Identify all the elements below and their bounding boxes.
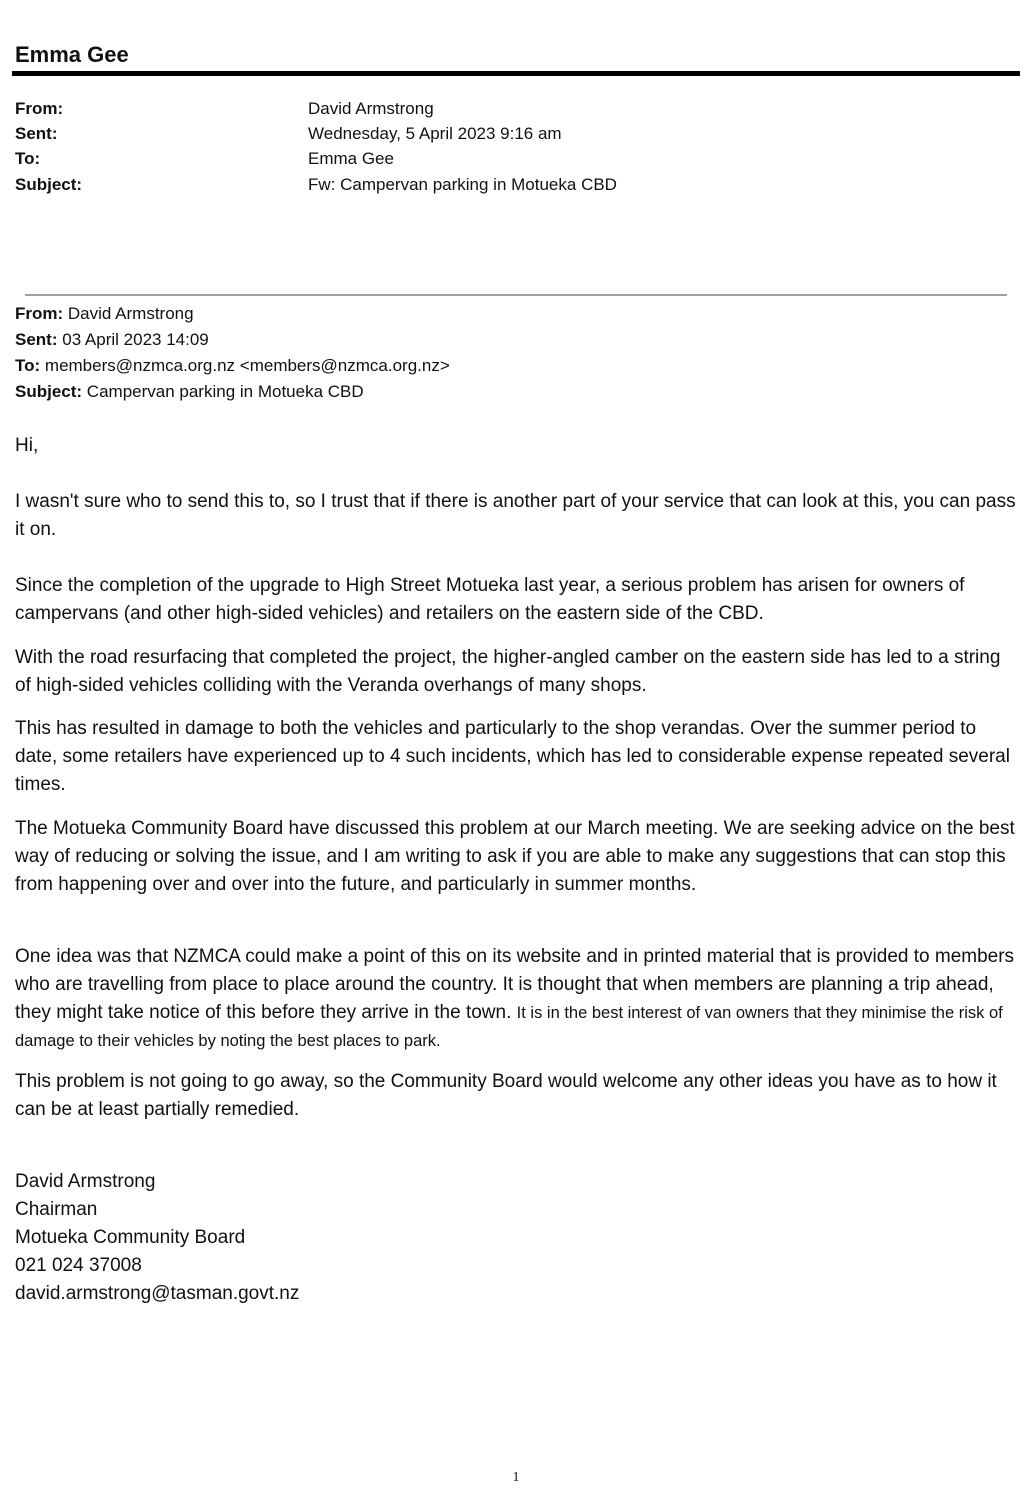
header-divider [12,71,1020,76]
from-label: From: [15,99,64,118]
forwarded-to-label: To: [15,356,41,375]
body-paragraph-5: The Motueka Community Board have discussed this problem at our March meeting. We are seeking advice on the best way of reducing or solving the issue, and I am writing to ask if you are able to make any suggestions that can stop this from happening over and over into the future, and particularly in summer months. [15,818,1015,895]
body-paragraph-3: With the road resurfacing that completed the project, the higher-angled camber on the eastern side has led to a string of high-sided vehicles colliding with the Veranda overhangs of many shops. [15,647,1001,696]
body-paragraph-6-small: It is in the best interest of van owners that they minimise the risk of damage to their vehicles by noting the best places to park. [15,1004,1003,1050]
forwarded-from-value: David Armstrong [67,304,194,323]
forwarded-sent-value: 03 April 2023 14:09 [62,330,209,349]
signature-email[interactable]: david.armstrong@tasman.govt.nz [15,1283,300,1304]
forwarded-from [15,304,194,324]
sent-value: Wednesday, 5 April 2023 9:16 am [308,124,562,143]
body-paragraph-4: This has resulted in damage to both the vehicles and particularly to the shop verandas. Over the summer period to date, some retailers have experienced up to 4 such incidents, which has led to considerable expense repeated several times. [15,718,1010,795]
body-paragraph-1: I wasn't sure who to send this to, so I trust that if there is another part of your service that can look at this, you can pass it on. [15,491,1016,540]
page-number: 1 [512,1470,520,1485]
signature-name: David Armstrong [15,1171,156,1192]
forwarded-sent-label: Sent: [15,330,58,349]
from-value: David Armstrong [308,99,434,118]
mailbox-owner-name: Emma Gee [15,42,129,67]
to-value: Emma Gee [308,149,394,168]
forwarded-sent [15,330,209,350]
forward-divider [25,294,1007,296]
body-greeting: Hi, [15,435,39,456]
subject-value: Fw: Campervan parking in Motueka CBD [308,175,617,194]
forwarded-subject-label: Subject: [15,382,83,401]
forwarded-from-label: From: [15,304,64,323]
signature-title: Chairman [15,1199,98,1220]
forwarded-to [15,356,450,376]
sent-label: Sent: [15,124,58,143]
subject-label: Subject: [15,175,83,194]
body-paragraph-2: Since the completion of the upgrade to High Street Motueka last year, a serious problem has arisen for owners of campervans (and other high-sided vehicles) and retailers on the eastern side of the CBD. [15,575,965,624]
to-label: To: [15,149,41,168]
forwarded-subject [15,382,364,402]
body-paragraph-7: This problem is not going to go away, so the Community Board would welcome any other ideas you have as to how it can be at least partially remedied. [15,1071,997,1120]
body-paragraph-6 [15,943,1020,1055]
signature-phone: 021 024 37008 [15,1255,142,1276]
forwarded-to-value[interactable]: members@nzmca.org.nz <members@nzmca.org.nz> [44,356,450,375]
forwarded-subject-value: Campervan parking in Motueka CBD [86,382,364,401]
signature-organisation: Motueka Community Board [15,1227,246,1248]
body-paragraph-6-main: One idea was that NZMCA could make a point of this on its website and in printed material that is provided to members who are travelling from place to place around the country. It is thought that when members are planning a trip ahead, they might take notice of this before they arrive in the town. [15,946,1015,1023]
